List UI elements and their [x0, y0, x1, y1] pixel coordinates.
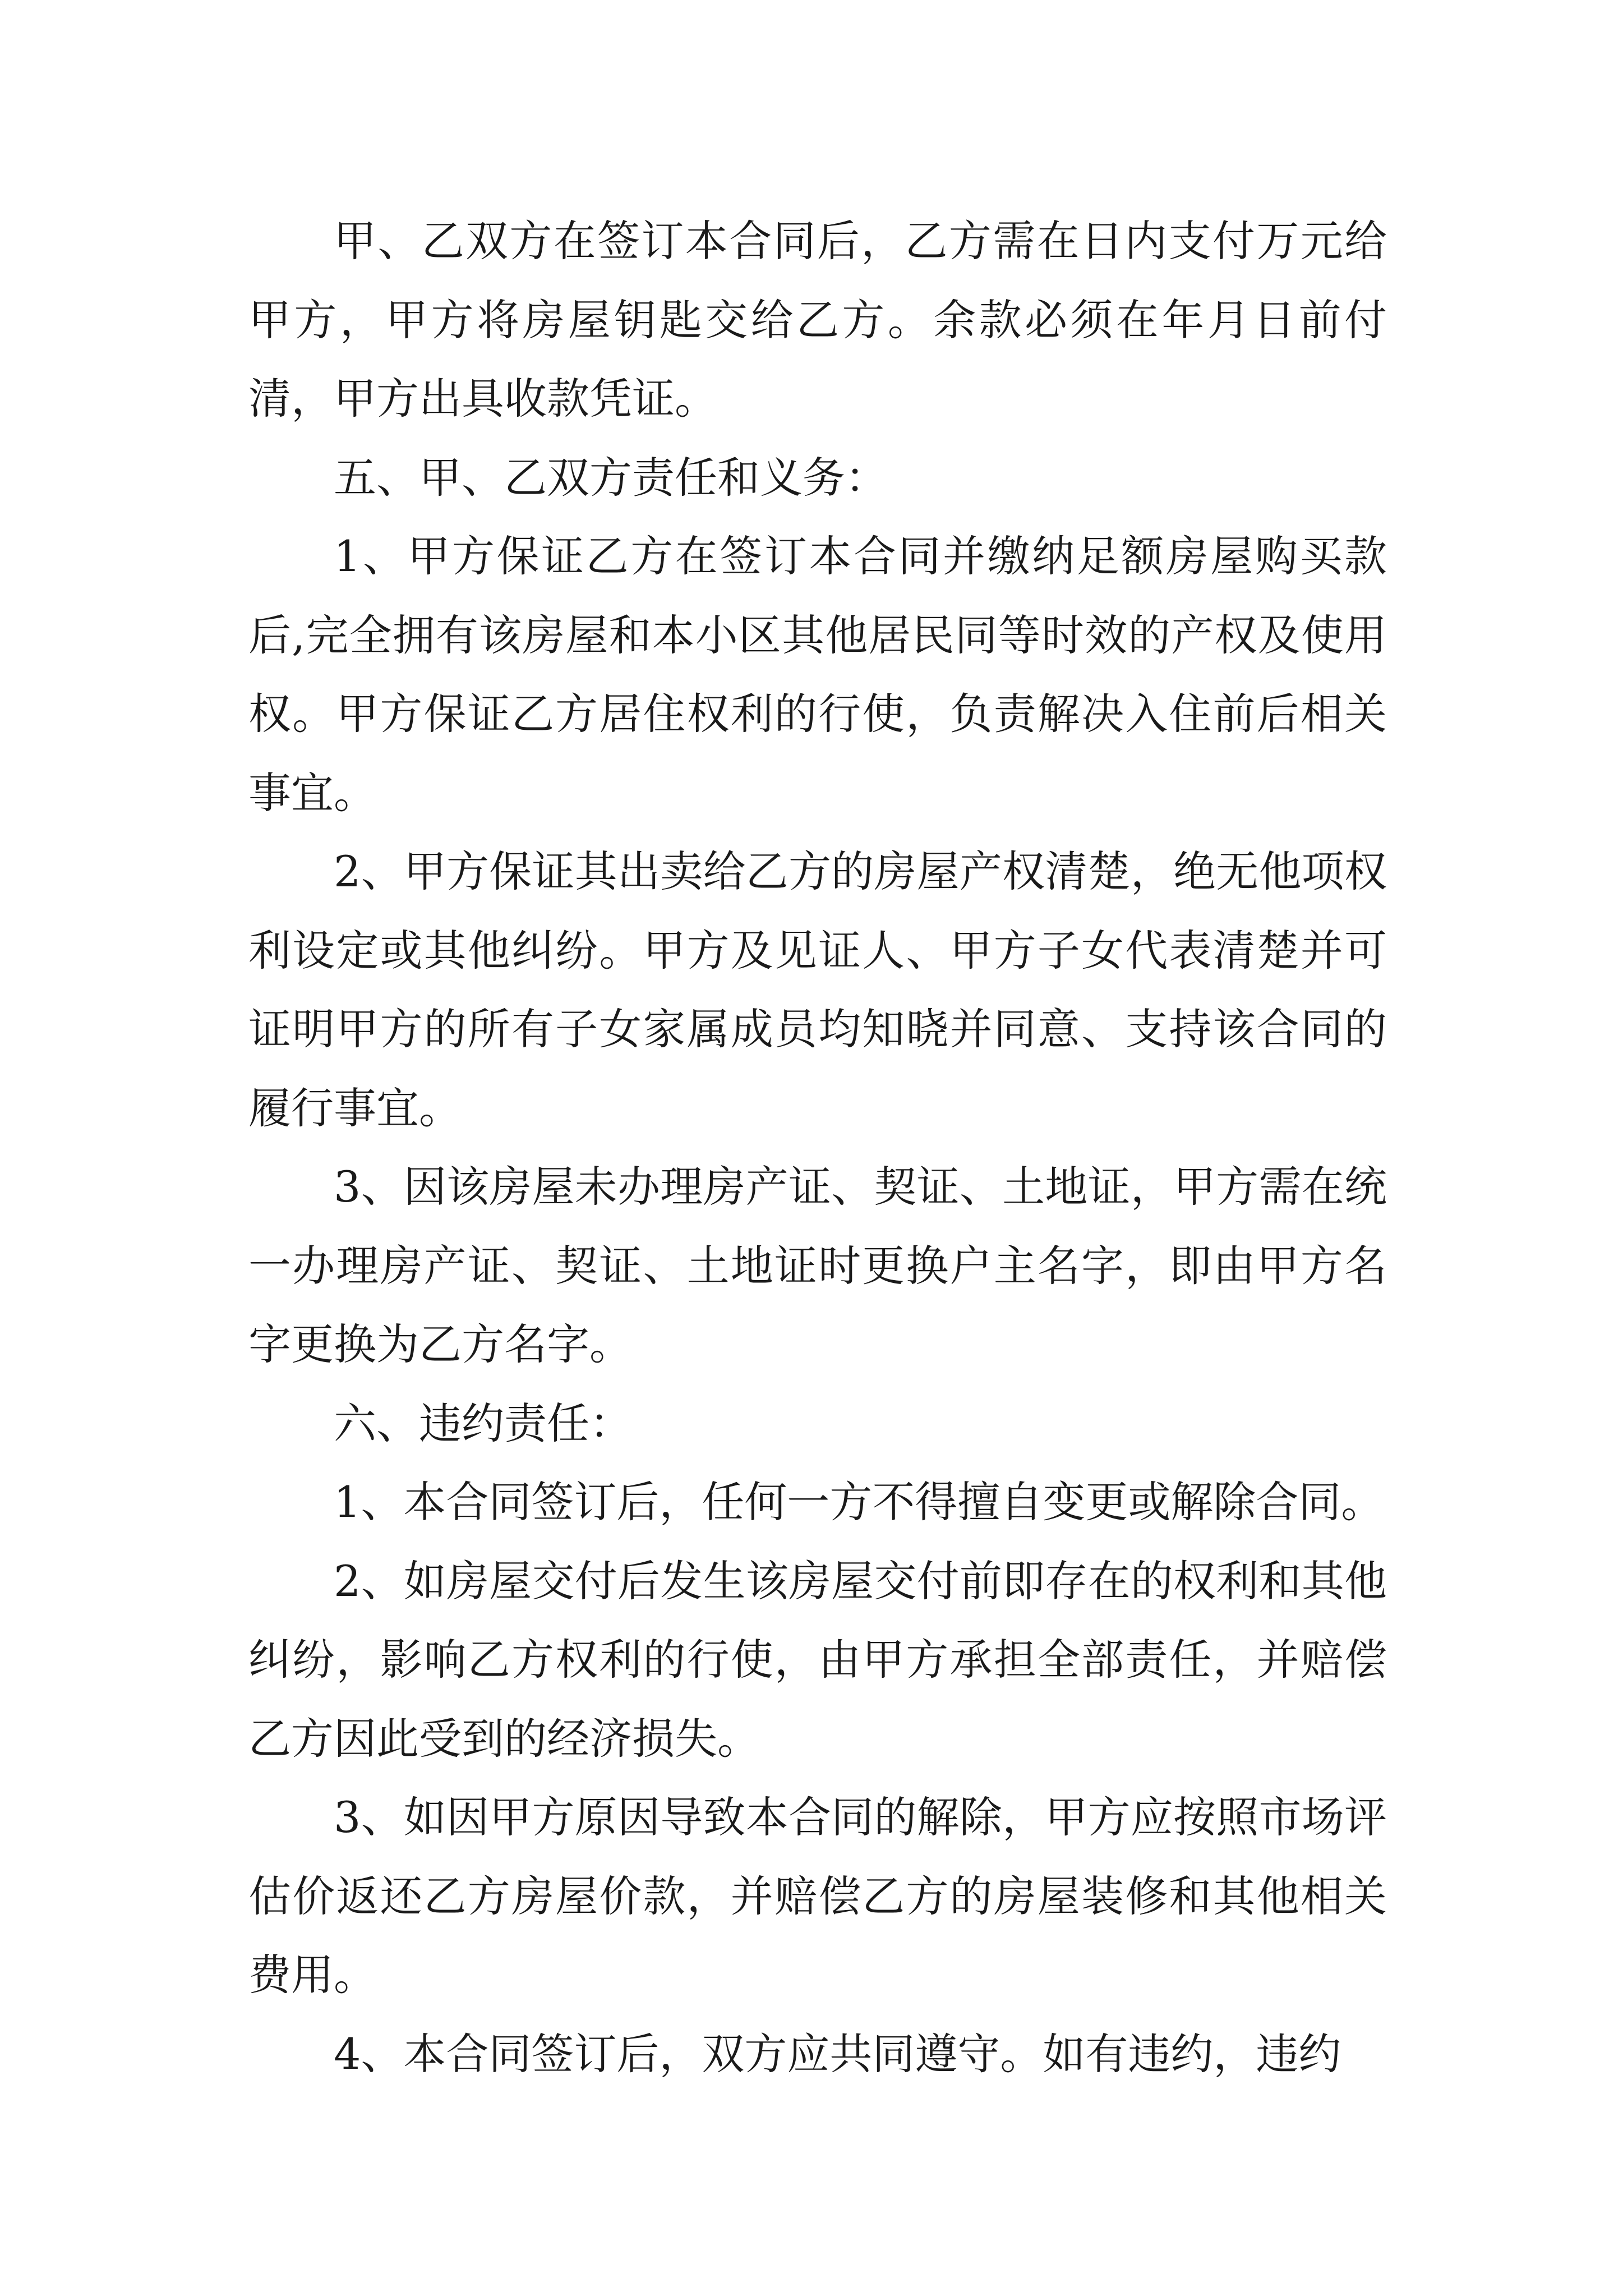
clause-6-3: 3、如因甲方原因导致本合同的解除，甲方应按照市场评估价返还乙方房屋价款，并赔偿乙方的房屋装修和其他相关费用。 [248, 1792, 1387, 2000]
clause-5-3: 3、因该房屋未办理房产证、契证、土地证，甲方需在统一办理房产证、契证、土地证时更换户主名字，即由甲方名字更换为乙方名字。 [248, 1162, 1387, 1369]
clause-6-2: 2、如房屋交付后发生该房屋交付前即存在的权利和其他纠纷，影响乙方权利的行使，由甲方承担全部责任，并赔偿乙方因此受到的经济损失。 [248, 1556, 1387, 1764]
clause-6-4: 4、本合同签订后，双方应共同遵守。如有违约，违约 [334, 2028, 1341, 2079]
section-heading-responsibilities: 五、甲、乙双方责任和义务： [334, 452, 888, 503]
document-body [248, 202, 1387, 2093]
paragraph-payment-terms: 甲、乙双方在签订本合同后，乙方需在日内支付万元给甲方，甲方将房屋钥匙交给乙方。余款必须在年月日前付清，甲方出具收款凭证。 [248, 216, 1387, 424]
clause-5-1: 1、甲方保证乙方在签订本合同并缴纳足额房屋购买款后,完全拥有该房屋和本小区其他居民同等时效的产权及使用权。甲方保证乙方居住权利的行使，负责解决入住前后相关事宜。 [248, 531, 1387, 818]
section-heading-breach: 六、违约责任： [334, 1398, 632, 1448]
clause-6-1: 1、本合同签订后，任何一方不得擅自变更或解除合同。 [334, 1477, 1384, 1527]
clause-5-2: 2、甲方保证其出卖给乙方的房屋产权清楚，绝无他项权利设定或其他纠纷。甲方及见证人、甲方子女代表清楚并可证明甲方的所有子女家属成员均知晓并同意、支持该合同的履行事宜。 [248, 846, 1387, 1133]
